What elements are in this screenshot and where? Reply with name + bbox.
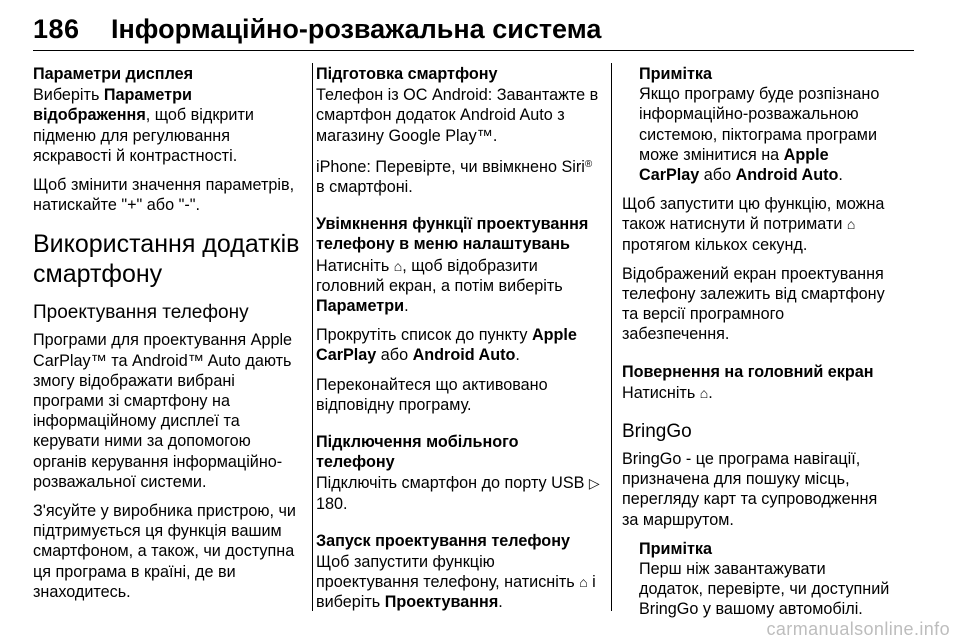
- header-divider: [33, 50, 914, 51]
- display-settings-term: Параметри відображення: [33, 86, 192, 125]
- bringgo-title: BringGo: [622, 421, 692, 443]
- return-heading: Повернення на головний екран: [622, 362, 874, 381]
- bringgo-paragraph: BringGo - це програма навігації, призначена для пошуку місць, перегляду карт та супроводження за маршрутом.: [622, 450, 878, 529]
- home-icon: ⌂: [699, 384, 709, 401]
- note-2-text: Перш ніж завантажувати додаток, перевірте, чи доступний BringGo у вашому автомобілі.: [639, 560, 890, 619]
- note-1-heading: Примітка: [639, 65, 712, 83]
- page-reference-icon: ▷: [588, 475, 600, 492]
- start-paragraph: Щоб запустити функцію проектування телефону, натисніть ⌂ і виберіть Проектування.: [316, 553, 596, 612]
- page-number: 186: [33, 14, 80, 44]
- page-title: Інформаційно-розважальна система: [111, 14, 602, 44]
- section-title: Використання додатків смартфону: [33, 230, 300, 289]
- display-paragraph-1: Виберіть Параметри відображення, щоб відкрити підменю для регулювання яскравості й контрастності.: [33, 86, 254, 165]
- note-1-text: Якщо програму буде розпізнано інформаційно-розважальною системою, піктограма програми може змінитися на Apple CarPlay або Android Auto.: [639, 85, 880, 185]
- watermark: carmanualsonline.info: [766, 619, 950, 639]
- home-icon: ⌂: [846, 216, 856, 233]
- home-icon: ⌂: [579, 574, 588, 591]
- start-heading: Запуск проектування телефону: [316, 531, 570, 550]
- prep-paragraph-2: iPhone: Перевірте, чи ввімкнено Siri® в смартфоні.: [316, 157, 593, 197]
- column-divider-2: [611, 63, 612, 611]
- column-1: [33, 64, 305, 611]
- home-icon: ⌂: [393, 257, 403, 274]
- enable-paragraph-2: Прокрутіть список до пункту Apple CarPlay або Android Auto.: [316, 326, 577, 365]
- projection-heading: Проектування телефону: [33, 302, 249, 324]
- prep-paragraph-1: Телефон із ОС Android: Завантажте в смартфон додаток Android Auto з магазину Google Play™.: [316, 86, 599, 145]
- page-header: [33, 14, 913, 54]
- connect-paragraph: Підключіть смартфон до порту USB ▷ 180.: [316, 474, 600, 513]
- enable-heading: Увімкнення функції проектування телефону в меню налаштувань: [316, 215, 589, 254]
- column-2: [316, 64, 600, 622]
- column-divider-1: [312, 63, 313, 611]
- connect-heading: Підключення мобільного телефону: [316, 433, 519, 472]
- enable-paragraph-1: Натисніть ⌂, щоб відобразити головний екран, а потім виберіть Параметри.: [316, 256, 563, 316]
- display-heading: Параметри дисплея: [33, 65, 194, 83]
- col3-paragraph-1: Щоб запустити цю функцію, можна також натиснути й потримати ⌂ протягом кількох секунд.: [622, 195, 885, 254]
- col3-paragraph-2: Відображений екран проектування телефону залежить від смартфону та версії програмного забезпечення.: [622, 264, 885, 344]
- projection-paragraph-1: Програми для проектування Apple CarPlay™ та Android™ Auto дають змогу відображати вибрані програми зі смартфону на інформаційному дисплеї та керувати ними за допомогою органів керування інформаційно-розважальної системи.: [33, 331, 293, 491]
- display-paragraph-2: Щоб змінити значення параметрів, натискайте "+" або "-".: [33, 176, 295, 215]
- column-3: [622, 64, 892, 629]
- projection-paragraph-2: З'ясуйте у виробника пристрою, чи підтримується ця функція вашим смартфоном, а також, чи доступна ця програма в країні, де ви знаходитесь.: [33, 502, 296, 601]
- note-2-heading: Примітка: [639, 539, 712, 558]
- enable-paragraph-3: Переконайтеся що активовано відповідну програму.: [316, 375, 548, 414]
- note-1: [622, 64, 892, 185]
- prep-heading: Підготовка смартфону: [316, 65, 498, 83]
- note-2: [622, 539, 892, 620]
- return-paragraph: Натисніть ⌂.: [622, 383, 713, 402]
